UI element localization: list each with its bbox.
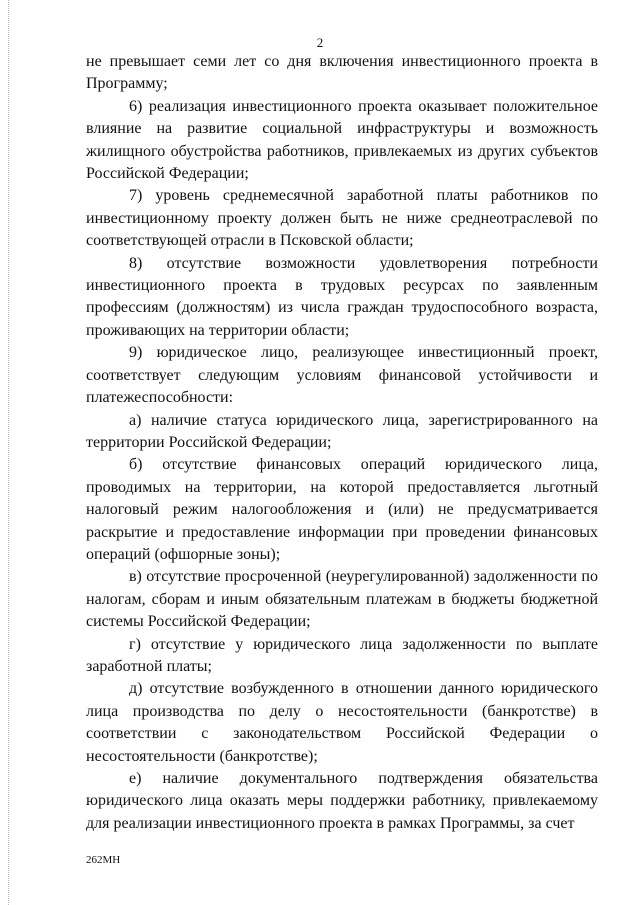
paragraph-subitem-b: б) отсутствие финансовых операций юридического лица, проводимых на территории, на которой предоставляется льготный налоговый режим налогообложения и (или) не предусматривается раскрытие и предоставление информации при проведении финансовых операций (офшорные зоны); xyxy=(86,456,598,563)
scan-margin-line xyxy=(8,0,9,905)
page-number: 2 xyxy=(316,35,324,50)
paragraph-item-7: 7) уровень среднемесячной заработной платы работников по инвестиционному проекту должен быть не ниже среднеотраслевой по соответствующей отрасли в Псковской области; xyxy=(86,187,598,250)
paragraph-subitem-v: в) отсутствие просроченной (неурегулированной) задолженности по налогам, сборам и иным обязательным платежам в бюджеты бюджетной системы Российской Федерации; xyxy=(86,568,598,631)
paragraph-continuation: не превышает семи лет со дня включения инвестиционного проекта в Программу; xyxy=(86,53,598,93)
paragraph-subitem-g: г) отсутствие у юридического лица задолженности по выплате заработной платы; xyxy=(86,635,598,675)
paragraph-subitem-e: е) наличие документального подтверждения обязательства юридического лица оказать меры поддержки работнику, привлекаемому для реализации инвестиционного проекта в рамках Программы, за счет xyxy=(86,770,598,832)
paragraph-subitem-d: д) отсутствие возбужденного в отношении данного юридического лица производства по делу о несостоятельности (банкротстве) в соответствии с законодательством Российской Федерации о несостоятельности (банкротстве); xyxy=(86,680,598,765)
paragraph-subitem-a: а) наличие статуса юридического лица, зарегистрированного на территории Российской Федерации; xyxy=(86,411,598,451)
document-code: 262МН xyxy=(86,854,121,866)
paragraph-item-9: 9) юридическое лицо, реализующее инвестиционный проект, соответствует следующим условиям финансовой устойчивости и платежеспособности: xyxy=(86,344,598,407)
paragraph-item-6: 6) реализация инвестиционного проекта оказывает положительное влияние на развитие социальной инфраструктуры и возможность жилищного обустройства работников, привлекаемых из других субъектов Российской Федерации; xyxy=(86,97,598,183)
paragraph-item-8: 8) отсутствие возможности удовлетворения потребности инвестиционного проекта в трудовых ресурсах по заявленным профессиям (должностям) из числа граждан трудоспособного возраста, проживающих на территории области; xyxy=(86,254,598,339)
document-body xyxy=(86,51,598,835)
